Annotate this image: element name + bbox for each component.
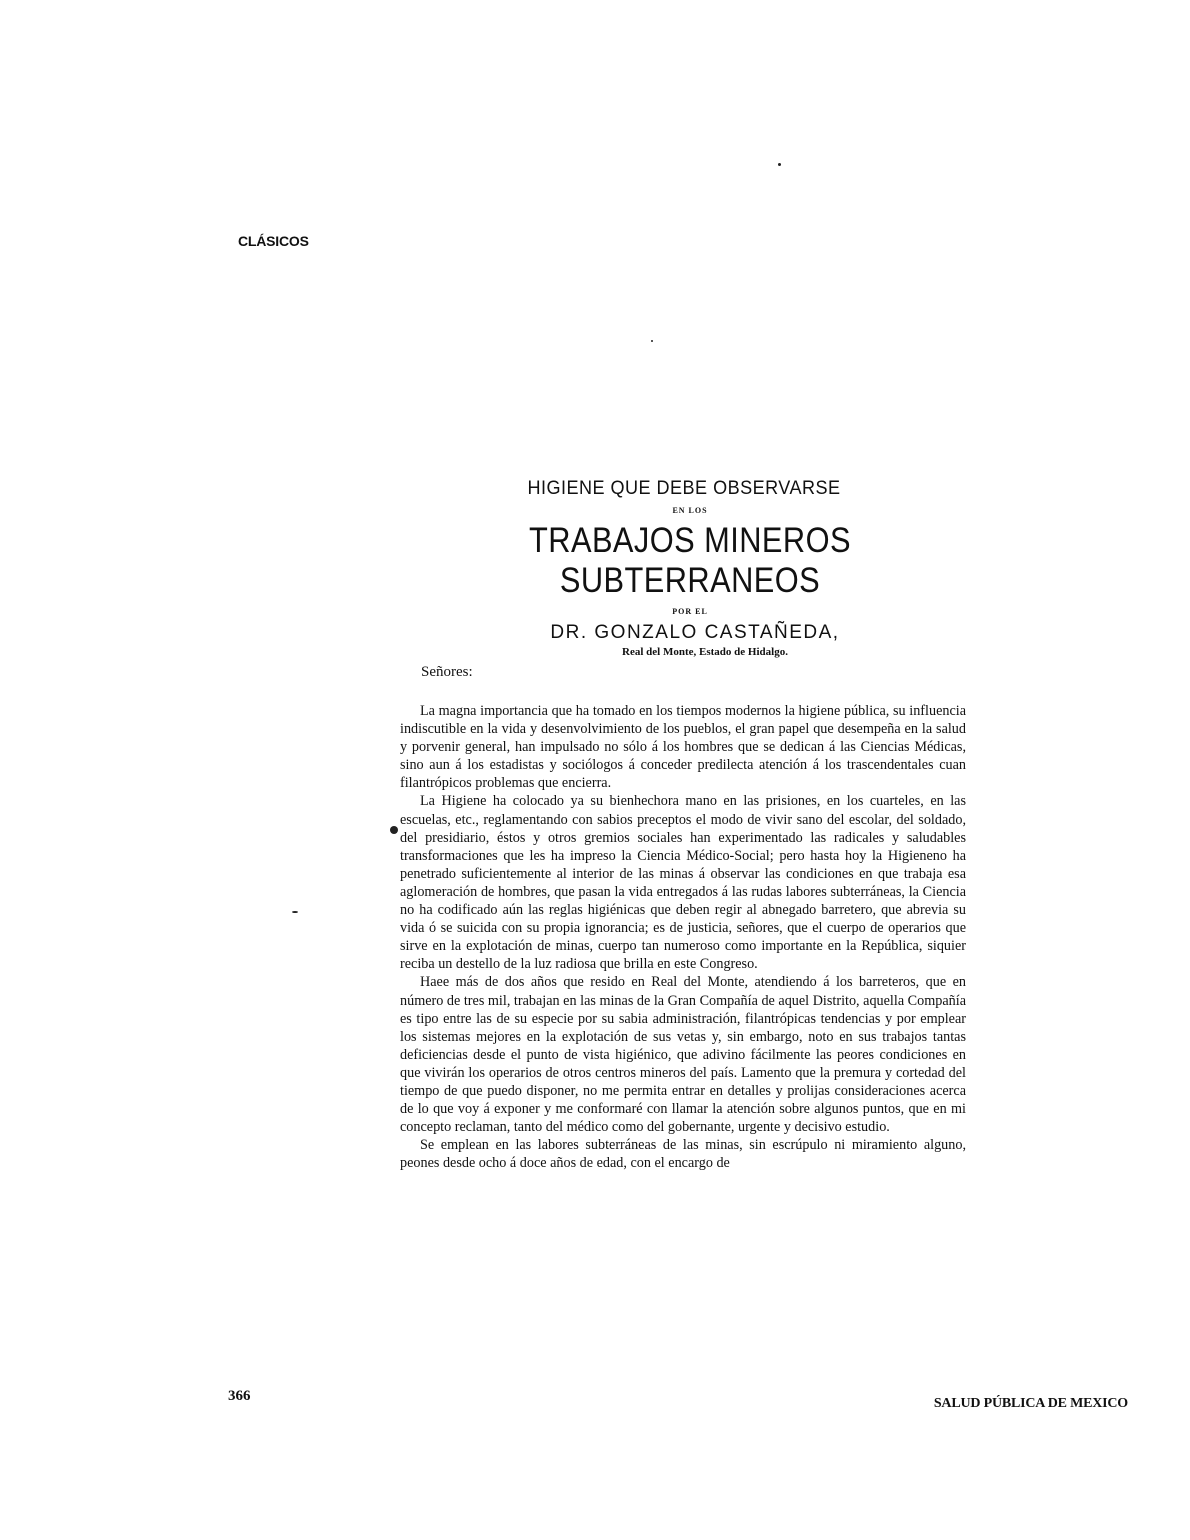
byline-prefix: POR EL — [672, 607, 708, 616]
section-label: CLÁSICOS — [238, 233, 309, 249]
print-speck — [390, 826, 398, 834]
page-number: 366 — [228, 1388, 251, 1404]
main-title: TRABAJOS MINEROS SUBTERRANEOS — [529, 521, 851, 600]
print-speck — [292, 911, 298, 913]
body-paragraph: Haee más de dos años que resido en Real del Monte, atendiendo á los barreteros, que en número de tres mil, trabajan en las minas de la Gran Compañía de aquel Distrito, aquella Compañía es tipo entre las de su especie por su sabia administración, filantrópicas tendencias y por emplear los sistemas mejores en la explotación de sus vetas y, sin embargo, noto en sus trabajos tantas deficiencias desde el punto de vista higiénico, que adivino fácilmente las peores condiciones en que vivirán los operarios de otros centros mineros del país. Lamento que la premura y cortedad del tiempo de que puedo disponer, no me permita entrar en detalles y prolijas consideraciones acerca de lo que voy á exponer y me conformaré con llamar la atención sobre algunos puntos, que en mi concepto reclaman, tanto del médico como del gobernante, urgente y decisivo estudio. — [400, 974, 966, 1136]
print-speck — [651, 340, 653, 342]
author-name: DR. GONZALO CASTAÑEDA, — [550, 622, 840, 643]
body-paragraph: Se emplean en las labores subterráneas de las minas, sin escrúpulo ni miramiento alguno, peones desde ocho á doce años de edad, con el encargo de — [400, 1137, 966, 1172]
author-affiliation: Real del Monte, Estado de Hidalgo. — [622, 646, 788, 658]
pre-title: HIGIENE QUE DEBE OBSERVARSE — [527, 478, 841, 499]
body-paragraph: La magna importancia que ha tomado en los tiempos modernos la higiene pública, su influencia indiscutible en la vida y desenvolvimiento de los pueblos, el gran papel que desempeña en la salud y porvenir general, han impulsado no sólo á los hombres que se dedican á las Ciencias Médicas, sino aun á los estadistas y sociólogos á conceder predilecta atención á los trascendentales cuan filantrópicos problemas que encierra. — [400, 703, 966, 792]
salutation: Señores: — [421, 664, 473, 680]
journal-name: SALUD PÚBLICA DE MEXICO — [933, 1396, 1128, 1411]
article-title-block — [400, 478, 980, 658]
body-paragraph: La Higiene ha colocado ya su bienhechora mano en las prisiones, en los cuarteles, en las escuelas, etc., reglamentando con sabios preceptos el modo de vivir sano del escolar, del soldado, del presidiario, éstos y otros gremios sociales han experimentado las radicales y saludables transformaciones que les ha impreso la Ciencia Médico-Social; pero hasta hoy la Higieneno ha penetrado suficientemente al interior de las minas á observar las condiciones en que trabaja esa aglomeración de hombres, que pasan la vida entregados á las rudas labores subterráneas, la Ciencia no ha codificado aún las reglas higiénicas que deben regir al abnegado barretero, que abrevia su vida ó se suicida con su propia ignorancia; es de justicia, señores, que el cuerpo de operarios que sirve en la explotación de minas, cuerpo tan numeroso como importante en la República, siquier reciba un destello de la luz radiosa que brilla en este Congreso. — [400, 793, 966, 973]
article-body — [400, 702, 966, 1172]
print-speck — [778, 163, 781, 166]
title-connector: EN LOS — [672, 506, 708, 515]
